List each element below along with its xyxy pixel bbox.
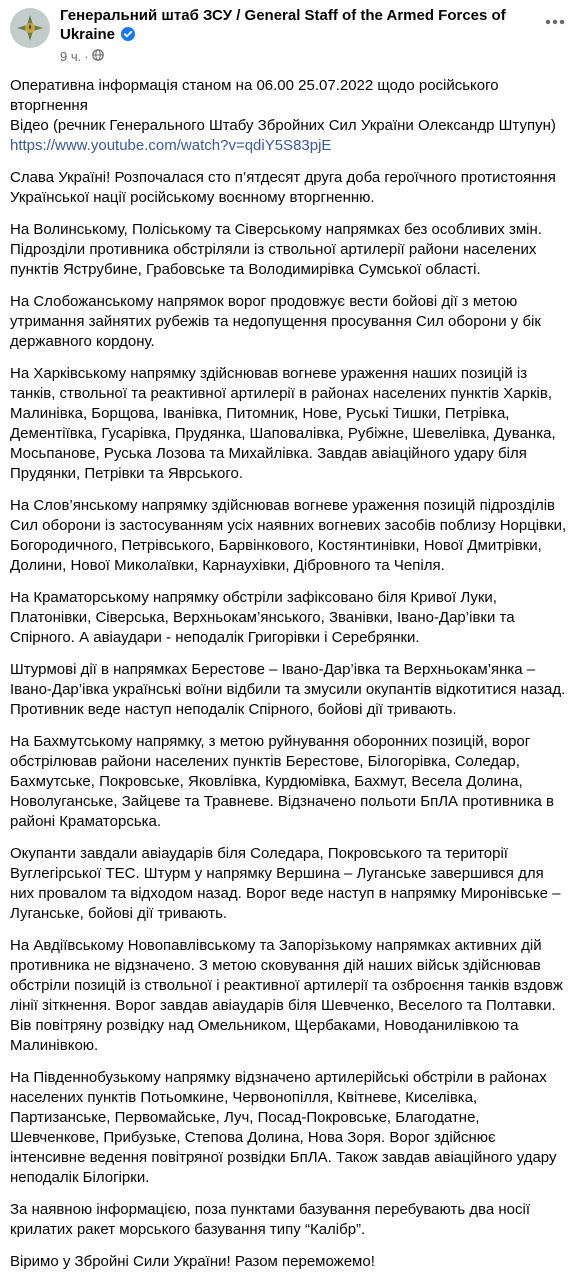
post-paragraph: На Авдіївському Новопавлівському та Запорізькому напрямках активних дій противника не відзначено. З метою сковування дій наших військ здійснював обстріли позицій із ствольної і реактивної артилерії та озброєння танків вздовж лінії зіткнення. Ворог завдав авіаударів біля Шевченко, Веселого та Полтавки. Вів повітряну розвідку над Омельником, Щербаками, Новоданилівкою та Малинівкою. xyxy=(10,937,563,1054)
post-paragraph: Штурмові дії в напрямках Берестове – Івано-Дар’івка та Верхньокам’янка – Івано-Дар’івка українські воїни відбили та змусили окупантів відкотитися назад. Противник веде наступ неподалік Спірного, бойові дії тривають. xyxy=(10,661,566,718)
post-paragraph: На Харківському напрямку здійснював вогневе ураження наших позицій із танків, ствольної та реактивної артилерії в районах населених пунктів Харків, Малинівка, Борщова, Іванівка, Питомник, Нове, Руські Тишки, Петрівка, Дементіївка, Гусарівка, Прудянка, Шаповалівка, Рубіжне, Шевелівка, Дуванка, Мосьпанове, Руська Лозова та Михайлівка. Завдав авіаційного удару біля Прудянки, Петрівки та Яврського. xyxy=(10,365,556,482)
post-paragraph: На Слобожанському напрямок ворог продовжує вести бойові дії з метою утримання зайнятих рубежів та недопущення просування Сил оборони у бік державного кордону. xyxy=(10,293,541,350)
post-body xyxy=(10,76,570,1272)
page-avatar[interactable] xyxy=(10,8,50,48)
emblem-icon xyxy=(15,13,45,43)
post-header xyxy=(10,6,570,68)
post-paragraph: Окупанти завдали авіаударів біля Соледара, Покровського та території Вуглегірської ТЕС. Штурм у напрямку Вершина – Луганське завершився для них провалом та відходом назад. Ворог веде наступ в напрямку Миронівське – Луганське, бойові дії тривають. xyxy=(10,845,561,922)
post-time-row xyxy=(60,48,570,66)
post-paragraph: На Волинському, Поліському та Сіверському напрямках без особливих змін. Підрозділи противника обстріляли із ствольної артилерії райони населених пунктів Яструбине, Грабовське та Володимирівка Сумської області. xyxy=(10,221,542,278)
page-name[interactable]: Генеральний штаб ЗСУ / General Staff of the Armed Forces of Ukraine xyxy=(60,7,506,43)
post-paragraph: Слава Україні! Розпочалася сто п’ятдесят друга доба героїчного протистояння Української нації російському воєнному вторгненню. xyxy=(10,169,556,206)
video-link[interactable]: https://www.youtube.com/watch?v=qdiY5S83pjE xyxy=(10,137,332,154)
post-paragraph: На Слов’янському напрямку здійснював вогневе ураження позицій підрозділів Сил оборони із застосуванням усіх наявних вогневих засобів поблизу Норцівки, Богородичного, Петрівського, Барвінкового, Костянтинівки, Нової Дмитрівки, Долини, Нової Миколаївки, Карнаухівки, Дібровного та Чепіля. xyxy=(10,497,567,574)
more-options-icon xyxy=(545,19,565,25)
intro-line-1: Оперативна інформація станом на 06.00 25.07.2022 щодо російського вторгнення xyxy=(10,77,499,114)
separator-dot: · xyxy=(84,49,89,64)
post-paragraph: На Краматорському напрямку обстріли зафіксовано біля Кривої Луки, Платонівки, Сіверська, Верхньокам’янського, Званівки, Івано-Дар’івки та Спірного. А авіаудари - неподалік Григорівки і Серебрянки. xyxy=(10,589,515,646)
post-meta xyxy=(60,6,570,66)
post-intro xyxy=(10,76,570,156)
verified-badge-icon xyxy=(121,27,135,46)
more-options-button[interactable] xyxy=(541,8,569,36)
post-paragraph: На Південнобузькому напрямку відзначено артилерійські обстріли в районах населених пунктів Потьомкине, Червонопілля, Квітневе, Киселівка, Партизанське, Первомайське, Луч, Посад-Покровське, Благодатне, Шевченкове, Прибузьке, Степова Долина, Нова Зоря. Ворог здійснює інтенсивне ведення повітряної розвідки БпЛА. Також завдав авіаційного удару неподалік Білогірки. xyxy=(10,1069,557,1186)
post-timestamp[interactable]: 9 ч. xyxy=(60,49,82,64)
intro-line-2: Відео (речник Генерального Штабу Збройних Сил України Олександр Штупун) xyxy=(10,117,556,134)
post-paragraph: На Бахмутському напрямку, з метою руйнування оборонних позицій, ворог обстрілював райони населених пунктів Берестове, Білогорівка, Соледар, Бахмутське, Покровське, Яковлівка, Курдюмівка, Бахмут, Весела Долина, Новолуганське, Зайцеве та Травневе. Відзначено польоти БпЛА противника в районі Краматорська. xyxy=(10,733,554,830)
globe-icon xyxy=(92,48,104,66)
page-name-link[interactable] xyxy=(60,6,530,46)
post-paragraph: Віримо у Збройні Сили України! Разом переможемо! xyxy=(10,1253,375,1270)
post-paragraph: За наявною інформацією, поза пунктами базування перебувають два носії крилатих ракет морського базування типу “Калібр”. xyxy=(10,1201,530,1238)
